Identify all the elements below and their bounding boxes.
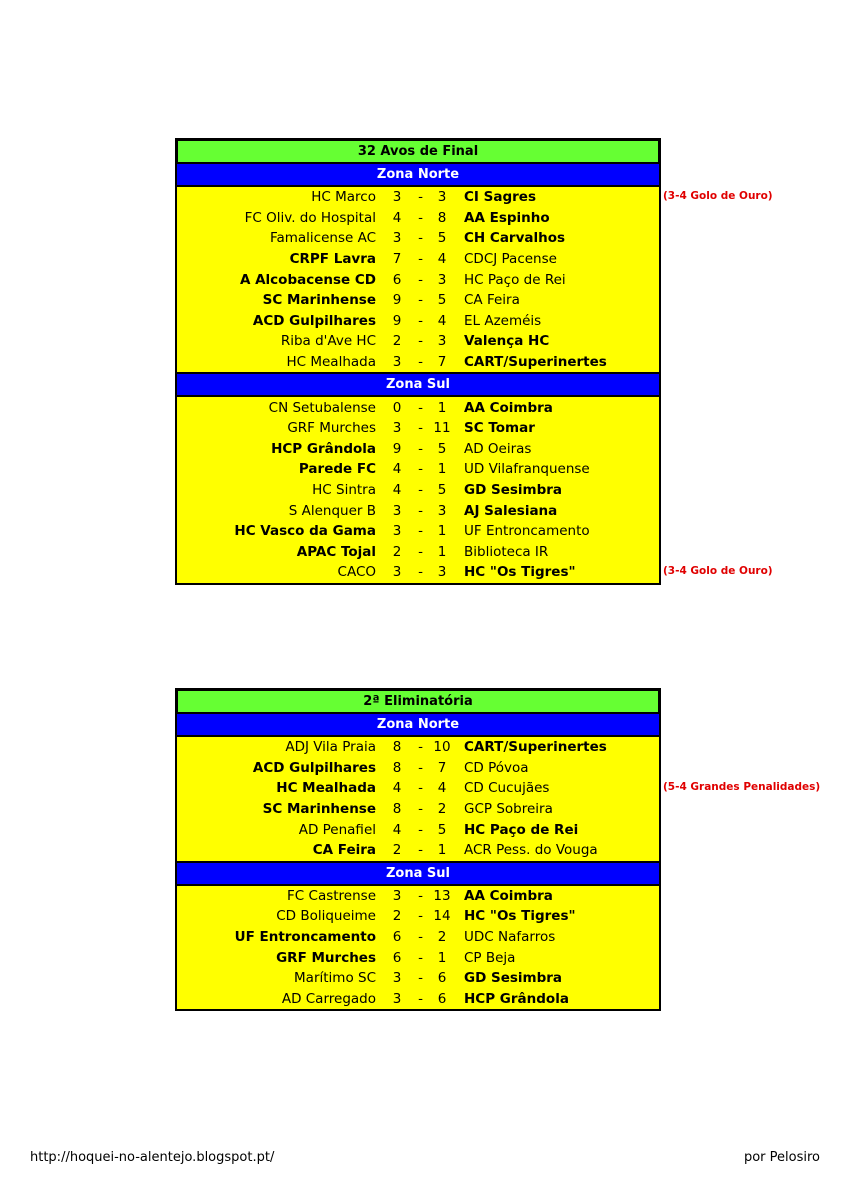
home-score: 3 [392, 230, 402, 247]
away-team: CD Cucujães [464, 780, 550, 797]
away-team: AA Espinho [464, 209, 550, 226]
away-team: CDCJ Pacense [464, 251, 557, 268]
home-score: 8 [392, 759, 402, 776]
away-score: 4 [437, 312, 447, 329]
score-separator: - [418, 949, 423, 966]
away-score: 3 [437, 271, 447, 288]
game-row [177, 906, 659, 927]
away-team: HC "Os Tigres" [464, 908, 576, 925]
away-score: 1 [437, 543, 447, 560]
home-score: 6 [392, 271, 402, 288]
home-score: 8 [392, 739, 402, 756]
away-score: 6 [437, 990, 447, 1007]
home-team: HC Mealhada [276, 780, 376, 797]
score-separator: - [418, 739, 423, 756]
score-separator: - [418, 523, 423, 540]
round1-title: 32 Avos de Final [177, 140, 659, 164]
game-row [177, 418, 659, 439]
away-score: 5 [437, 292, 447, 309]
round2-sul-games [177, 886, 659, 1010]
game-row [177, 290, 659, 311]
game-row [177, 758, 659, 779]
home-score: 6 [392, 949, 402, 966]
away-score: 5 [437, 821, 447, 838]
home-team: Famalicense AC [269, 230, 376, 247]
game-row [177, 562, 659, 583]
round1-zone-norte-header: Zona Norte [177, 164, 659, 187]
away-score: 3 [437, 564, 447, 581]
score-separator: - [418, 780, 423, 797]
score-separator: - [418, 482, 423, 499]
home-team: Riba d'Ave HC [280, 333, 376, 350]
score-separator: - [418, 564, 423, 581]
home-team: UF Entroncamento [234, 929, 376, 946]
score-separator: - [418, 908, 423, 925]
away-score: 4 [437, 251, 447, 268]
home-team: HC Marco [311, 189, 376, 206]
score-separator: - [418, 759, 423, 776]
home-team: AD Carregado [281, 990, 376, 1007]
footer-url[interactable]: http://hoquei-no-alentejo.blogspot.pt/ [30, 1150, 275, 1165]
round2-table [175, 688, 661, 1011]
game-row [177, 187, 659, 208]
home-team: AD Penafiel [298, 821, 376, 838]
round2-zone-norte-header: Zona Norte [177, 714, 659, 737]
away-score: 6 [437, 970, 447, 987]
home-team: HC Sintra [312, 482, 376, 499]
game-row [177, 439, 659, 460]
game-row [177, 927, 659, 948]
away-team: CART/Superinertes [464, 354, 607, 371]
home-score: 2 [392, 908, 402, 925]
game-row [177, 947, 659, 968]
away-score: 11 [433, 420, 451, 437]
game-row [177, 886, 659, 907]
away-team: CP Beja [464, 949, 516, 966]
away-team: AA Coimbra [464, 399, 553, 416]
away-team: AJ Salesiana [464, 502, 558, 519]
away-score: 2 [437, 929, 447, 946]
game-row [177, 799, 659, 820]
away-team: CH Carvalhos [464, 230, 566, 247]
home-score: 7 [392, 251, 402, 268]
game-row [177, 819, 659, 840]
home-score: 2 [392, 842, 402, 859]
home-score: 3 [392, 887, 402, 904]
home-score: 4 [392, 821, 402, 838]
game-row [177, 542, 659, 563]
away-team: CD Póvoa [464, 759, 529, 776]
away-team: UDC Nafarros [464, 929, 556, 946]
home-score: 3 [392, 564, 402, 581]
game-row [177, 500, 659, 521]
score-separator: - [418, 801, 423, 818]
away-score: 5 [437, 482, 447, 499]
away-team: SC Tomar [464, 420, 535, 437]
game-row [177, 737, 659, 758]
score-separator: - [418, 842, 423, 859]
game-row [177, 397, 659, 418]
away-score: 2 [437, 801, 447, 818]
score-separator: - [418, 354, 423, 371]
away-team: Valença HC [464, 333, 550, 350]
away-score: 13 [433, 887, 451, 904]
home-team: ACD Gulpilhares [252, 759, 376, 776]
away-team: HC Paço de Rei [464, 821, 579, 838]
game-row [177, 989, 659, 1010]
score-separator: - [418, 312, 423, 329]
home-team: HC Mealhada [286, 354, 376, 371]
round2-zone-sul-header: Zona Sul [177, 861, 659, 886]
away-team: CI Sagres [464, 189, 536, 206]
home-score: 2 [392, 543, 402, 560]
round1-table [175, 138, 661, 585]
home-team: Marítimo SC [294, 970, 376, 987]
home-team: HCP Grândola [271, 440, 376, 457]
game-note: (5-4 Grandes Penalidades) [663, 781, 821, 794]
away-score: 3 [437, 333, 447, 350]
game-row [177, 311, 659, 332]
away-team: HC Paço de Rei [464, 271, 566, 288]
home-team: A Alcobacense CD [239, 271, 376, 288]
away-score: 5 [437, 440, 447, 457]
score-separator: - [418, 502, 423, 519]
home-score: 6 [392, 929, 402, 946]
away-score: 7 [437, 354, 447, 371]
score-separator: - [418, 970, 423, 987]
score-separator: - [418, 209, 423, 226]
game-note: (3-4 Golo de Ouro) [663, 190, 773, 202]
game-note: (3-4 Golo de Ouro) [663, 565, 773, 578]
game-row [177, 269, 659, 290]
score-separator: - [418, 461, 423, 478]
home-score: 3 [392, 420, 402, 437]
home-score: 4 [392, 780, 402, 797]
home-team: HC Vasco da Gama [234, 523, 376, 540]
score-separator: - [418, 990, 423, 1007]
score-separator: - [418, 887, 423, 904]
round2-title: 2ª Eliminatória [177, 690, 659, 714]
away-score: 1 [437, 399, 447, 416]
away-team: CART/Superinertes [464, 739, 607, 756]
game-row [177, 352, 659, 373]
home-score: 3 [392, 354, 402, 371]
round2-norte-games [177, 737, 659, 861]
home-score: 3 [392, 523, 402, 540]
away-team: ACR Pess. do Vouga [464, 842, 598, 859]
away-team: AA Coimbra [464, 887, 553, 904]
home-score: 4 [392, 209, 402, 226]
away-team: UF Entroncamento [464, 523, 590, 540]
away-score: 1 [437, 949, 447, 966]
game-row [177, 228, 659, 249]
home-score: 9 [392, 312, 402, 329]
away-score: 7 [437, 759, 447, 776]
away-score: 3 [437, 502, 447, 519]
home-team: CD Boliqueime [276, 908, 376, 925]
home-team: CACO [337, 564, 376, 581]
away-team: GD Sesimbra [464, 970, 563, 987]
home-team: SC Marinhense [262, 801, 376, 818]
game-row [177, 208, 659, 229]
home-team: CRPF Lavra [289, 251, 376, 268]
away-team: GD Sesimbra [464, 482, 563, 499]
away-score: 8 [437, 209, 447, 226]
home-team: CA Feira [312, 842, 376, 859]
away-score: 1 [437, 842, 447, 859]
away-team: Biblioteca IR [464, 543, 549, 560]
away-score: 14 [433, 908, 451, 925]
home-score: 3 [392, 990, 402, 1007]
home-score: 9 [392, 440, 402, 457]
away-score: 1 [437, 523, 447, 540]
game-row [177, 521, 659, 542]
home-team: Parede FC [298, 461, 376, 478]
away-team: EL Azeméis [464, 312, 542, 329]
away-team: GCP Sobreira [464, 801, 553, 818]
home-team: FC Oliv. do Hospital [244, 209, 376, 226]
home-team: GRF Murches [287, 420, 376, 437]
score-separator: - [418, 189, 423, 206]
score-separator: - [418, 399, 423, 416]
away-team: AD Oeiras [464, 440, 532, 457]
away-score: 5 [437, 230, 447, 247]
away-score: 1 [437, 461, 447, 478]
home-score: 9 [392, 292, 402, 309]
home-team: SC Marinhense [262, 292, 376, 309]
score-separator: - [418, 251, 423, 268]
away-team: HCP Grândola [464, 990, 569, 1007]
score-separator: - [418, 230, 423, 247]
score-separator: - [418, 271, 423, 288]
score-separator: - [418, 420, 423, 437]
away-team: HC "Os Tigres" [464, 564, 576, 581]
footer-author: por Pelosiro [743, 1150, 820, 1165]
game-row [177, 249, 659, 270]
home-score: 4 [392, 482, 402, 499]
away-score: 3 [437, 189, 447, 206]
home-score: 4 [392, 461, 402, 478]
away-score: 10 [433, 739, 451, 756]
score-separator: - [418, 821, 423, 838]
away-team: UD Vilafranquense [464, 461, 590, 478]
home-team: CN Setubalense [268, 399, 376, 416]
score-separator: - [418, 543, 423, 560]
away-team: CA Feira [464, 292, 520, 309]
score-separator: - [418, 929, 423, 946]
home-score: 8 [392, 801, 402, 818]
round1-zone-sul-header: Zona Sul [177, 372, 659, 397]
score-separator: - [418, 333, 423, 350]
score-separator: - [418, 292, 423, 309]
home-team: APAC Tojal [296, 543, 376, 560]
round1-sul-games [177, 397, 659, 582]
game-row [177, 840, 659, 861]
home-score: 2 [392, 333, 402, 350]
home-score: 0 [392, 399, 402, 416]
home-team: S Alenquer B [288, 502, 376, 519]
home-score: 3 [392, 502, 402, 519]
home-team: GRF Murches [276, 949, 376, 966]
round1-norte-games [177, 187, 659, 372]
game-row [177, 480, 659, 501]
home-team: FC Castrense [287, 887, 376, 904]
home-team: ADJ Vila Praia [285, 739, 376, 756]
home-score: 3 [392, 189, 402, 206]
home-team: ACD Gulpilhares [252, 312, 376, 329]
game-row [177, 968, 659, 989]
game-row [177, 459, 659, 480]
game-row [177, 331, 659, 352]
away-score: 4 [437, 780, 447, 797]
home-score: 3 [392, 970, 402, 987]
game-row [177, 778, 659, 799]
score-separator: - [418, 440, 423, 457]
